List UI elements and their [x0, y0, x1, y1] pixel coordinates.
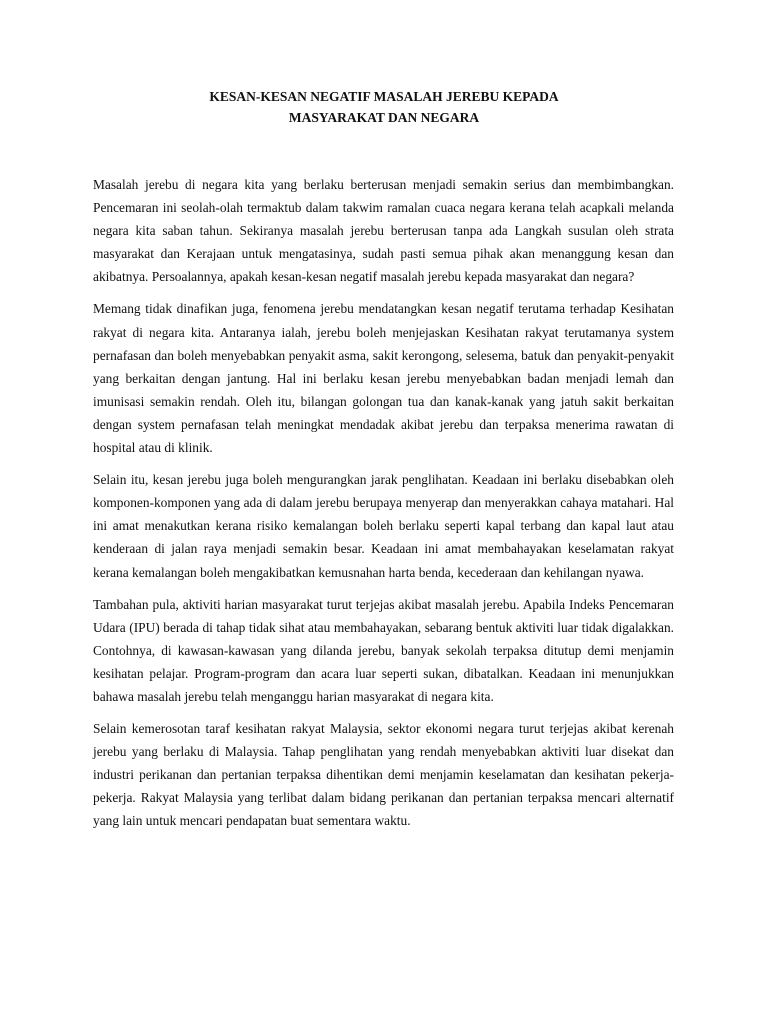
title-line: KESAN-KESAN NEGATIF MASALAH JEREBU KEPADA: [209, 89, 559, 104]
paragraph-visibility: Selain itu, kesan jerebu juga boleh mengurangkan jarak penglihatan. Keadaan ini berlaku disebabkan oleh komponen-komponen yang ada di dalam jerebu berupaya menyerap dan menyerakkan cahaya matahari. Hal ini amat menakutkan kerana risiko kemalangan boleh berlaku seperti kapal terbang dan kapal laut atau kenderaan di jalan raya menjadi semakin besar. Keadaan ini amat membahayakan keselamatan rakyat kerana kemalangan boleh mengakibatkan kemusnahan harta benda, kecederaan dan kehilangan nyawa.: [93, 472, 674, 580]
document-body: [93, 173, 674, 842]
document-title: [0, 86, 768, 128]
paragraph-daily-activities: Tambahan pula, aktiviti harian masyarakat turut terjejas akibat masalah jerebu. Apabila Indeks Pencemaran Udara (IPU) berada di tahap tidak sihat atau membahayakan, sebarang bentuk aktiviti luar tidak digalakkan. Contohnya, di kawasan-kawasan yang dilanda jerebu, banyak sekolah terpaksa ditutup demi menjamin kesihatan pelajar. Program-program dan acara luar seperti sukan, dibatalkan. Keadaan ini menunjukkan bahawa masalah jerebu telah menganggu harian masyarakat di negara kita.: [93, 596, 674, 704]
paragraph-health-effects: Memang tidak dinafikan juga, fenomena jerebu mendatangkan kesan negatif terutama terhadap Kesihatan rakyat di negara kita. Antaranya ialah, jerebu boleh menjejaskan Kesihatan rakyat terutamanya system pernafasan dan boleh menyebabkan penyakit asma, sakit kerongong, selesema, batuk dan penyakit-penyakit yang berkaitan dengan jantung. Hal ini berlaku kesan jerebu menyebabkan badan menjadi lemah dan imunisasi semakin rendah. Oleh itu, bilangan golongan tua dan kanak-kanak yang jatuh sakit berkaitan dengan system pernafasan telah meningkat mendadak akibat jerebu dan terpaksa menerima rawatan di hospital atau di klinik.: [93, 301, 674, 456]
paragraph-economy: Selain kemerosotan taraf kesihatan rakyat Malaysia, sektor ekonomi negara turut terjejas akibat kerenah jerebu yang berlaku di Malaysia. Tahap penglihatan yang rendah menyebabkan aktiviti luar disekat dan industri perikanan dan pertanian terpaksa dihentikan demi menjamin keselamatan dan kesihatan pekerja-pekerja. Rakyat Malaysia yang terlibat dalam bidang perikanan dan pertanian terpaksa mencari alternatif yang lain untuk mencari pendapatan buat sementara waktu.: [93, 721, 674, 829]
paragraph-introduction: Masalah jerebu di negara kita yang berlaku berterusan menjadi semakin serius dan membimbangkan. Pencemaran ini seolah-olah termaktub dalam takwim ramalan cuaca negara kerana telah acapkali melanda negara kita saban tahun. Sekiranya masalah jerebu berterusan tanpa ada Langkah susulan oleh strata masyarakat dan Kerajaan untuk mengatasinya, sudah pasti semua pihak akan menanggung kesan dan akibatnya. Persoalannya, apakah kesan-kesan negatif masalah jerebu kepada masyarakat dan negara?: [93, 177, 674, 285]
title-line: MASYARAKAT DAN NEGARA: [288, 110, 480, 125]
